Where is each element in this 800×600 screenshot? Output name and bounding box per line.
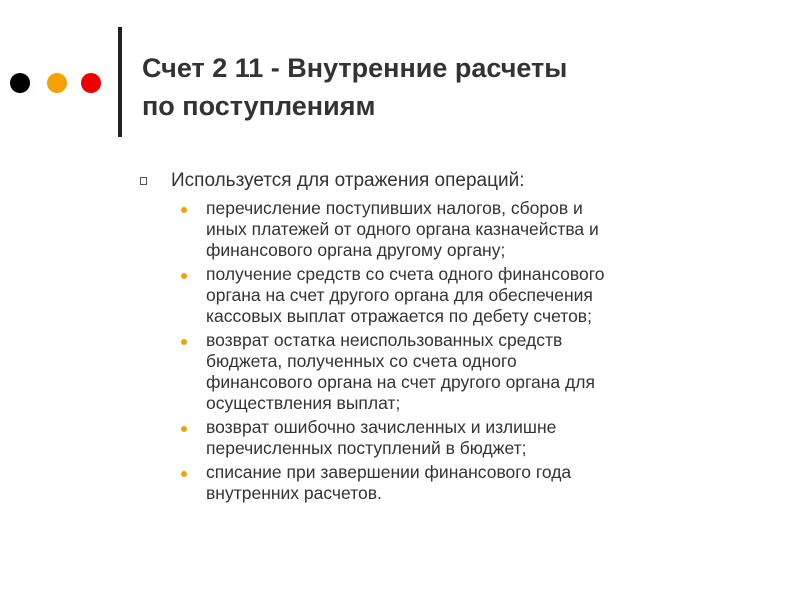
list-item bbox=[178, 417, 738, 459]
orange-dot-bullet-icon bbox=[181, 471, 187, 477]
list-item-line: кассовых выплат отражается по дебету счетов; bbox=[206, 306, 592, 326]
slide-title-line-1: Счет 2 11 - Внутренние расчеты bbox=[142, 53, 568, 83]
list-item-line: финансового органа другому органу; bbox=[206, 240, 506, 260]
list-item bbox=[178, 264, 738, 327]
slide-title-line-2: по поступлениям bbox=[142, 91, 376, 121]
list-item-text bbox=[206, 264, 738, 327]
orange-dot-bullet-icon bbox=[181, 207, 187, 213]
list-item-text bbox=[206, 462, 738, 504]
list-item bbox=[178, 462, 738, 504]
operations-list bbox=[178, 198, 738, 507]
black-dot-icon bbox=[10, 73, 30, 93]
orange-dot-bullet-icon bbox=[181, 273, 187, 279]
list-item-line: органа на счет другого органа для обеспечения bbox=[206, 285, 593, 305]
list-item-line: перечисленных поступлений в бюджет; bbox=[206, 438, 527, 458]
list-item-line: возврат ошибочно зачисленных и излишне bbox=[206, 417, 557, 437]
list-item-line: получение средств со счета одного финансового bbox=[206, 264, 605, 284]
red-dot-icon bbox=[81, 73, 101, 93]
list-item-text bbox=[206, 417, 738, 459]
list-item-line: иных платежей от одного органа казначейства и bbox=[206, 219, 599, 239]
list-item bbox=[178, 198, 738, 261]
title-divider bbox=[118, 27, 122, 137]
list-item-line: возврат остатка неиспользованных средств bbox=[206, 330, 563, 350]
list-item bbox=[178, 330, 738, 414]
orange-dot-bullet-icon bbox=[181, 339, 187, 345]
square-bullet-icon bbox=[140, 177, 147, 185]
list-item-line: бюджета, полученных со счета одного bbox=[206, 351, 517, 371]
orange-dot-icon bbox=[47, 73, 67, 93]
list-item-line: списание при завершении финансового года bbox=[206, 462, 572, 482]
list-item-text bbox=[206, 330, 738, 414]
list-item-line: осуществления выплат; bbox=[206, 393, 401, 413]
list-item-line: внутренних расчетов. bbox=[206, 483, 382, 503]
list-item-line: финансового органа на счет другого органа для bbox=[206, 372, 595, 392]
slide-title bbox=[142, 49, 762, 125]
list-item-text bbox=[206, 198, 738, 261]
intro-text: Используется для отражения операций: bbox=[171, 170, 525, 191]
orange-dot-bullet-icon bbox=[181, 426, 187, 432]
list-item-line: перечисление поступивших налогов, сборов и bbox=[206, 198, 583, 218]
